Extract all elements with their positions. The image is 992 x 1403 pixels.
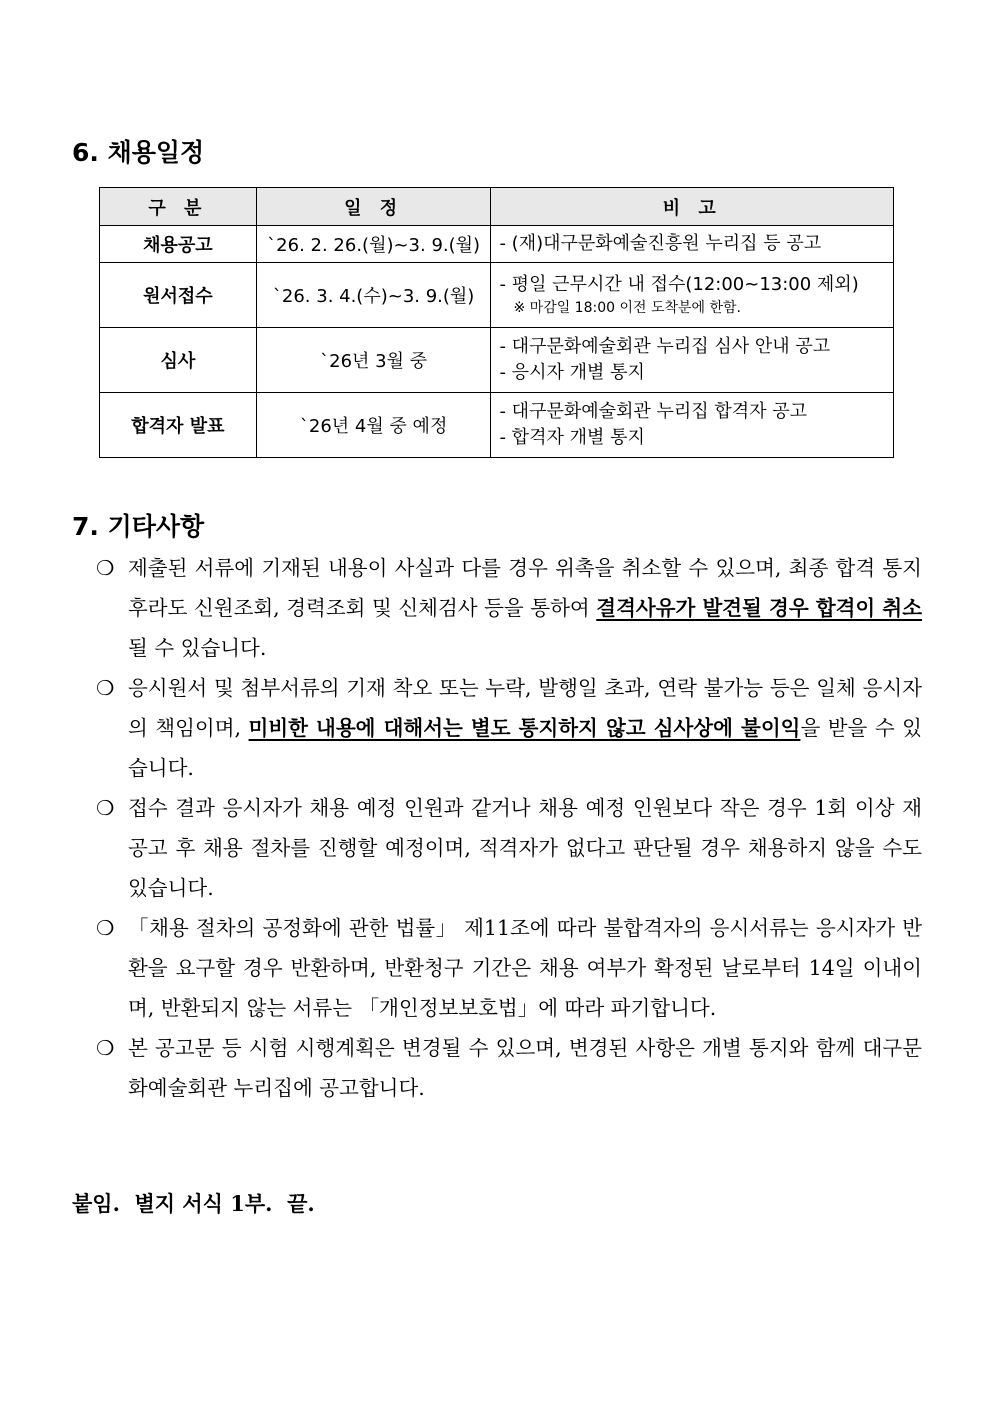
row-date: `26. 2. 26.(월)~3. 9.(월) — [256, 226, 491, 263]
row-remarks — [491, 328, 894, 393]
remark-line: - 합격자 개별 통지 — [499, 427, 645, 448]
remark-line: - 평일 근무시간 내 접수(12:00~13:00 제외) — [499, 274, 859, 295]
list-item — [96, 908, 922, 1028]
row-category: 채용공고 — [100, 226, 257, 263]
row-category: 심사 — [100, 328, 257, 393]
circle-bullet-icon: ❍ — [96, 676, 115, 700]
row-remarks — [491, 393, 894, 458]
recruitment-schedule-table — [99, 187, 894, 458]
list-item — [96, 1028, 922, 1108]
section-7-title: 7. 기타사항 — [72, 512, 205, 541]
table-row — [100, 393, 894, 458]
remark-line: - (재)대구문화예술진흥원 누리집 등 공고 — [499, 233, 822, 254]
row-date: `26. 3. 4.(수)~3. 9.(월) — [256, 263, 491, 328]
row-remarks — [491, 226, 894, 263]
circle-bullet-icon: ❍ — [96, 796, 115, 820]
item-text-end: 될 수 있습니다. — [128, 636, 267, 660]
item-text-end: 을 받을 수 있습니다. — [128, 716, 922, 780]
list-item — [96, 788, 922, 908]
item-emphasis: 결격사유가 발견될 경우 합격이 취소 — [596, 596, 923, 620]
circle-bullet-icon: ❍ — [96, 916, 115, 940]
notice-list — [96, 548, 922, 1108]
table-row — [100, 226, 894, 263]
list-item — [96, 668, 922, 788]
attachment-note: 붙임. 별지 서식 1부. 끝. — [72, 1191, 315, 1216]
header-category: 구 분 — [100, 188, 257, 226]
table-header-row — [100, 188, 894, 226]
item-text: 응시원서 및 첨부서류의 기재 착오 또는 누락, 발행일 초과, 연락 불가능 등은 일체 응시자의 책임이며, — [128, 676, 922, 740]
row-remarks — [491, 263, 894, 328]
header-schedule: 일 정 — [256, 188, 491, 226]
circle-bullet-icon: ❍ — [96, 1036, 115, 1060]
item-text: 접수 결과 응시자가 채용 예정 인원과 같거나 채용 예정 인원보다 작은 경우 1회 이상 재공고 후 채용 절차를 진행할 예정이며, 적격자가 없다고 판단될 경우 채용하지 않을 수도 있습니다. — [128, 796, 922, 900]
row-date: `26년 3월 중 — [256, 328, 491, 393]
header-remarks: 비 고 — [491, 188, 894, 226]
item-text: 본 공고문 등 시험 시행계획은 변경될 수 있으며, 변경된 사항은 개별 통지와 함께 대구문화예술회관 누리집에 공고합니다. — [128, 1036, 922, 1100]
item-text: 제출된 서류에 기재된 내용이 사실과 다를 경우 위촉을 취소할 수 있으며, 최종 합격 통지 후라도 신원조회, 경력조회 및 신체검사 등을 통하여 — [128, 556, 922, 620]
item-emphasis: 미비한 내용에 대해서는 별도 통지하지 않고 심사상에 불이익 — [248, 716, 801, 740]
row-category: 합격자 발표 — [100, 393, 257, 458]
table-row — [100, 263, 894, 328]
remark-line: - 응시자 개별 통지 — [499, 362, 645, 383]
table-row — [100, 328, 894, 393]
row-date: `26년 4월 중 예정 — [256, 393, 491, 458]
section-6-title: 6. 채용일정 — [72, 138, 205, 167]
list-item — [96, 548, 922, 668]
row-category: 원서접수 — [100, 263, 257, 328]
circle-bullet-icon: ❍ — [96, 556, 115, 580]
remark-subnote: ※ 마감일 18:00 이전 도착분에 한함. — [513, 300, 742, 316]
remark-line: - 대구문화예술회관 누리집 심사 안내 공고 — [499, 336, 831, 357]
remark-line: - 대구문화예술회관 누리집 합격자 공고 — [499, 401, 808, 422]
item-text: 「채용 절차의 공정화에 관한 법률」 제11조에 따라 불합격자의 응시서류는 응시자가 반환을 요구할 경우 반환하며, 반환청구 기간은 채용 여부가 확정된 날로부터 14일 이내이며, 반환되지 않는 서류는 「개인정보보호법」에 따라 파기합니다. — [128, 916, 922, 1020]
